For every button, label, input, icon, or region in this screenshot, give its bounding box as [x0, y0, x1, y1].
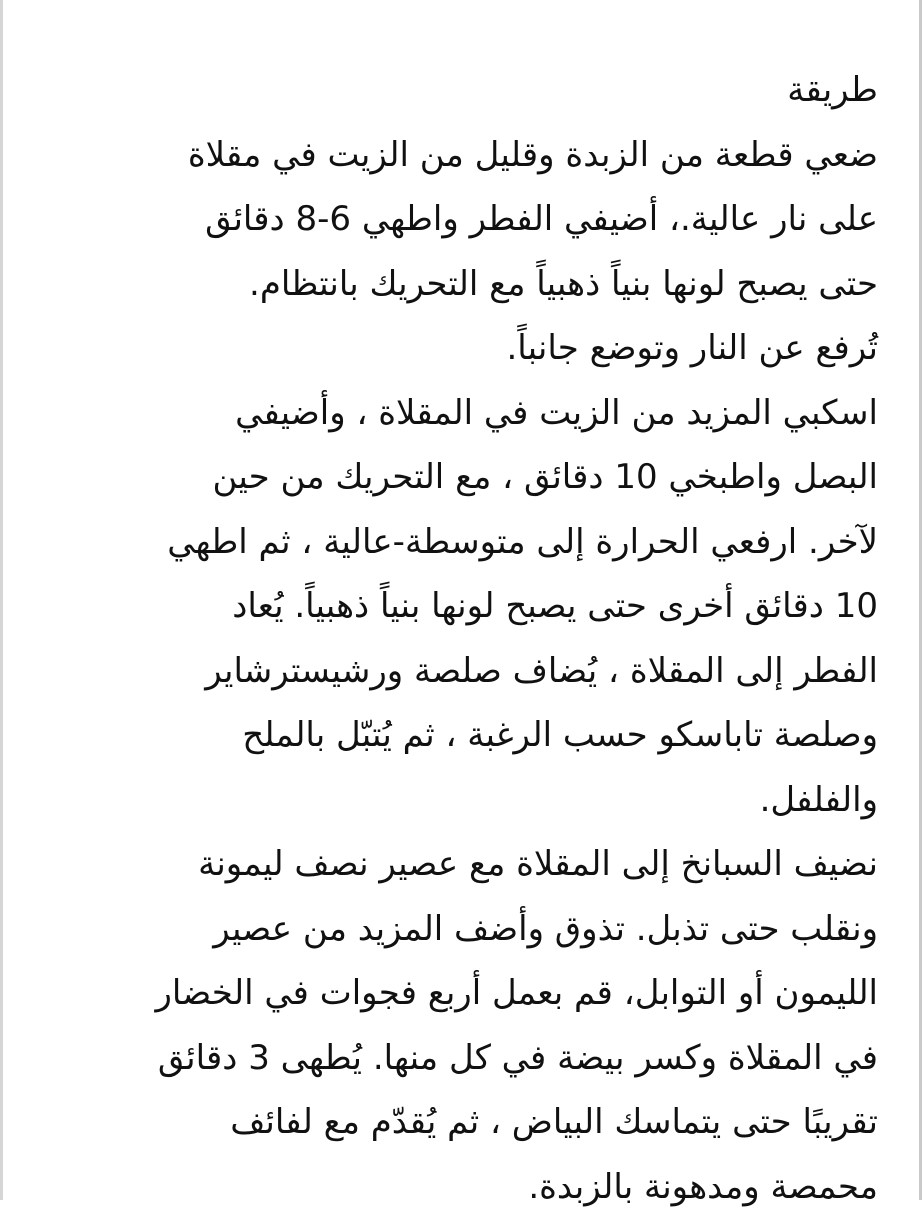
text-line: البصل واطبخي 10 دقائق ، مع التحريك من حين [60, 445, 878, 510]
left-edge-divider [0, 0, 3, 1200]
method-heading: طريقة [60, 58, 878, 123]
text-line: والفلفل. [60, 768, 878, 833]
text-line: 10 دقائق أخرى حتى يصبح لونها بنياً ذهبياً. يُعاد [60, 574, 878, 639]
text-line: محمصة ومدهونة بالزبدة. [60, 1155, 878, 1219]
text-line: نضيف السبانخ إلى المقلاة مع عصير نصف ليمونة [60, 832, 878, 897]
text-line: الليمون أو التوابل، قم بعمل أربع فجوات في الخضار [60, 961, 878, 1026]
text-line: في المقلاة وكسر بيضة في كل منها. يُطهى 3 دقائق [60, 1026, 878, 1091]
text-line: الفطر إلى المقلاة ، يُضاف صلصة ورشيسترشاير [60, 639, 878, 704]
text-line: ونقلب حتى تذبل. تذوق وأضف المزيد من عصير [60, 897, 878, 962]
text-line: وصلصة تاباسكو حسب الرغبة ، ثم يُتبّل بالملح [60, 703, 878, 768]
text-line: على نار عالية.، أضيفي الفطر واطهي 6-8 دقائق [60, 187, 878, 252]
text-line: اسكبي المزيد من الزيت في المقلاة ، وأضيفي [60, 381, 878, 446]
text-line: لآخر. ارفعي الحرارة إلى متوسطة-عالية ، ثم اطهي [60, 510, 878, 575]
text-line: تقريبًا حتى يتماسك البياض ، ثم يُقدّم مع لفائف [60, 1090, 878, 1155]
text-line: ضعي قطعة من الزبدة وقليل من الزيت في مقلاة [60, 123, 878, 188]
recipe-method-text [60, 58, 878, 1219]
text-line: تُرفع عن النار وتوضع جانباً. [60, 316, 878, 381]
text-line: حتى يصبح لونها بنياً ذهبياً مع التحريك بانتظام. [60, 252, 878, 317]
